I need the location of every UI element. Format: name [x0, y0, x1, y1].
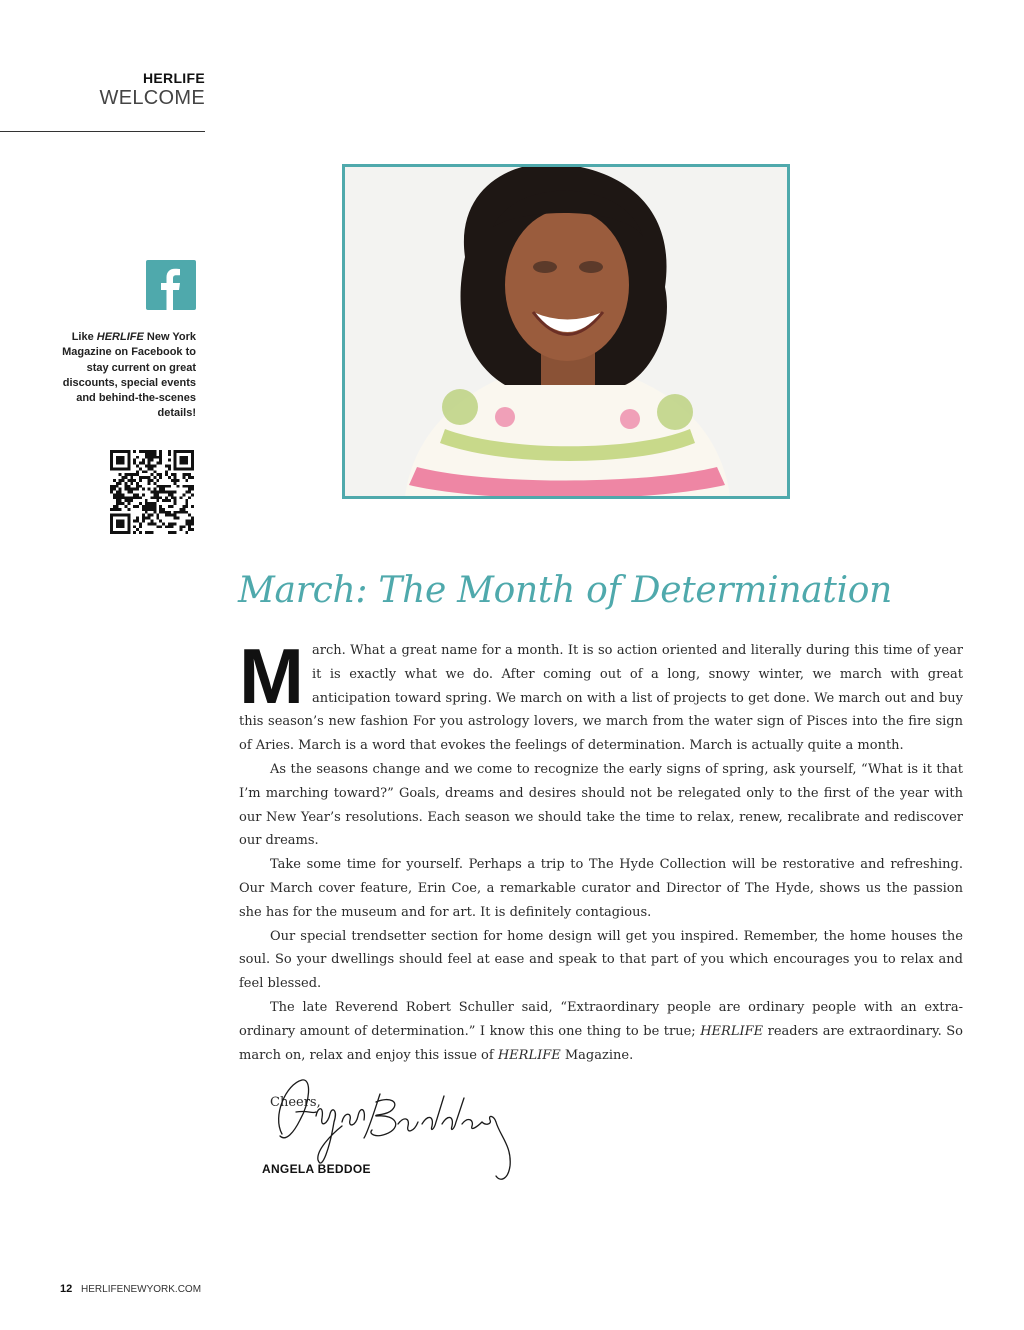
header-rule	[0, 131, 205, 132]
paragraph-3: Take some time for yourself. Perhaps a trip to The Hyde Collection will be restorative and refreshing. Our March cover feature, Erin Coe, a remarkable curator and Director of The Hyde, shows us the passion she has for the museum and for art. It is definitely contagious.	[239, 857, 963, 920]
article-title: March: The Month of Determination	[238, 570, 893, 611]
facebook-promo	[46, 330, 196, 422]
paragraph-1-text: arch. What a great name for a month. It is so action oriented and literally during this time of year it is exactly what we do. After coming out of a long, snowy winter, we march with great anticipation toward spring. We march on with a list of projects to get done. We march out and buy this season’s new fashion For you astrology lovers, we march from the water sign of Pisces into the fire sign of Aries. March is a word that evokes the feelings of determination. March is actually quite a month.	[239, 643, 963, 754]
paragraph-5-text-a: The late Reverend Robert Schuller said, “Extraordinary people are ordinary people with an extra-ordinary amount of determination.” I know this one thing to be true;	[239, 999, 963, 1039]
closing: Cheers,	[270, 1095, 321, 1111]
page-footer	[60, 1283, 201, 1295]
article-body	[239, 632, 963, 1115]
paragraph-5-brand-b: HERLIFE	[497, 1047, 561, 1063]
facebook-promo-prefix: Like	[71, 331, 97, 343]
facebook-promo-brand: HERLIFE	[96, 331, 144, 343]
page-number: 12	[60, 1283, 73, 1295]
paragraph-5-text-b: readers are extraordinary. So march on, relax and enjoy this issue of	[239, 1023, 963, 1063]
website-url[interactable]: HERLIFENEWYORK.COM	[81, 1284, 202, 1295]
paragraph-4: Our special trendsetter section for home design will get you inspired. Remember, the home houses the soul. So your dwellings should feel at ease and speak to that part of you which encourages you to relax and feel blessed.	[239, 928, 963, 992]
drop-cap: M	[239, 632, 304, 720]
editor-photo	[342, 164, 790, 499]
qr-code-icon[interactable]	[109, 450, 195, 534]
paragraph-1	[239, 632, 963, 758]
paragraph-5-brand-a: HERLIFE	[700, 1023, 764, 1039]
masthead	[100, 70, 205, 110]
facebook-promo-text: New York Magazine on Facebook to stay current on great discounts, special events and behind-the-scenes details!	[62, 331, 196, 420]
brand-name: HERLIFE	[143, 70, 205, 86]
facebook-icon[interactable]	[146, 260, 196, 310]
paragraph-5	[239, 996, 963, 1067]
signer-name: ANGELA BEDDOE	[262, 1162, 371, 1176]
paragraph-2: As the seasons change and we come to recognize the early signs of spring, ask yourself, “What is it that I’m marching toward?” Goals, dreams and desires should not be relegated only to the first of the year with our New Year’s resolutions. Each season we should take the time to relax, renew, recalibrate and rediscover our dreams.	[239, 761, 963, 849]
paragraph-5-text-c: Magazine.	[560, 1047, 634, 1063]
section-title: WELCOME	[99, 87, 205, 109]
